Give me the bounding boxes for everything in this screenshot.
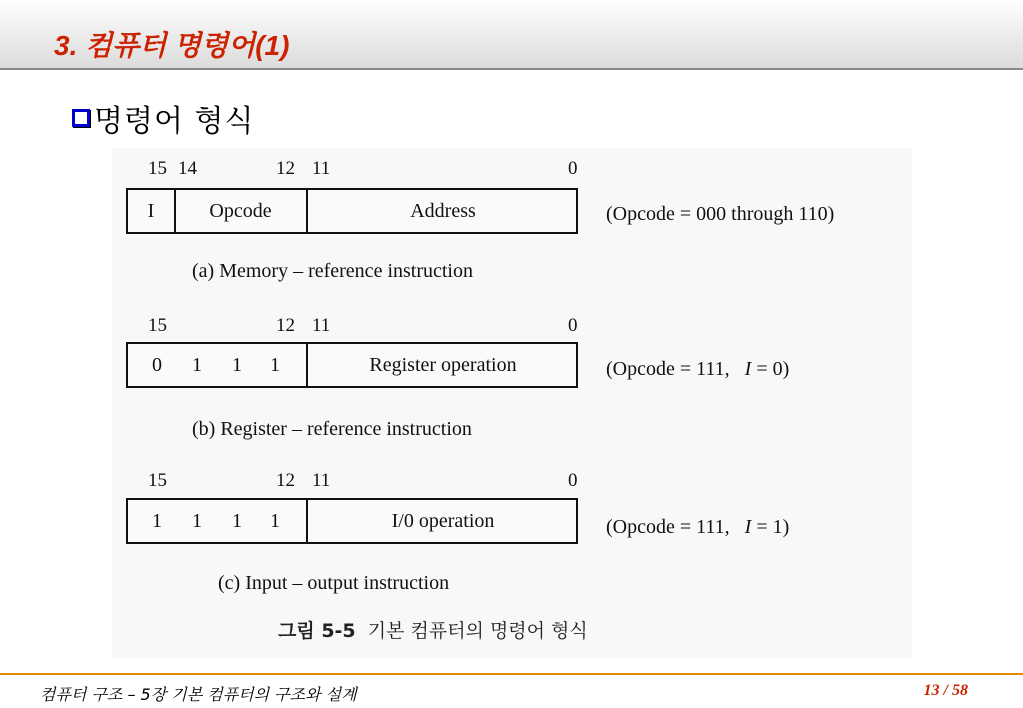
figure-caption <box>278 616 588 643</box>
bit-value: 1 <box>192 353 202 376</box>
footer-divider <box>0 673 1023 675</box>
slide-title: 3. 컴퓨터 명령어(1) <box>54 30 290 61</box>
field-io-operation: I/0 operation <box>391 509 495 532</box>
bullet-text: 명령어 형식 <box>94 104 255 139</box>
opcode-note-suffix: = 0) <box>751 358 790 380</box>
format-caption: (c) Input – output instruction <box>218 572 450 594</box>
opcode-note-prefix: (Opcode = 111, <box>606 358 730 380</box>
input-output-format <box>126 498 578 544</box>
bit-value: 1 <box>270 353 280 376</box>
instruction-format-figure <box>112 148 912 658</box>
memory-reference-format <box>126 188 578 234</box>
field-address: Address <box>410 199 476 222</box>
bit-label-11: 11 <box>312 470 331 491</box>
bit-label-12: 12 <box>276 315 295 336</box>
bit-label-0: 0 <box>568 470 578 491</box>
figure-title: 기본 컴퓨터의 명령어 형식 <box>367 620 588 642</box>
opcode-note <box>606 516 789 539</box>
register-reference-format <box>126 342 578 388</box>
opcode-note: (Opcode = 000 through 110) <box>606 203 835 225</box>
bit-value: 1 <box>270 509 280 532</box>
format-caption: (a) Memory – reference instruction <box>192 260 473 282</box>
bit-value: 1 <box>192 509 202 532</box>
footer-course-title: 컴퓨터 구조 – 5장 기본 컴퓨터의 구조와 설계 <box>40 685 357 704</box>
opcode-note-prefix: (Opcode = 111, <box>606 516 730 538</box>
bit-value: 1 <box>232 509 242 532</box>
bit-value: 0 <box>152 353 162 376</box>
field-register-operation: Register operation <box>369 353 517 376</box>
page-number: 13 / 58 <box>923 682 968 699</box>
square-bullet-icon <box>72 109 90 127</box>
bit-value: 1 <box>152 509 162 532</box>
field-i: I <box>147 199 155 222</box>
bit-label-12: 12 <box>276 470 295 491</box>
format-caption: (b) Register – reference instruction <box>192 418 472 440</box>
bit-label-15: 15 <box>148 315 167 336</box>
indirect-bit-symbol: I <box>744 516 752 538</box>
figure-number: 그림 5-5 <box>278 620 356 642</box>
bullet-item <box>72 96 254 140</box>
bit-label-15: 15 <box>148 158 167 179</box>
bit-label-15: 15 <box>148 470 167 491</box>
bit-label-14: 14 <box>178 158 197 179</box>
indirect-bit-symbol: I <box>744 358 752 380</box>
bit-label-12: 12 <box>276 158 295 179</box>
bit-label-0: 0 <box>568 315 578 336</box>
bit-label-0: 0 <box>568 158 578 179</box>
field-opcode: Opcode <box>209 199 272 222</box>
opcode-note <box>606 358 789 381</box>
bit-label-11: 11 <box>312 158 331 179</box>
bit-label-11: 11 <box>312 315 331 336</box>
opcode-note-suffix: = 1) <box>751 516 790 538</box>
bit-value: 1 <box>232 353 242 376</box>
